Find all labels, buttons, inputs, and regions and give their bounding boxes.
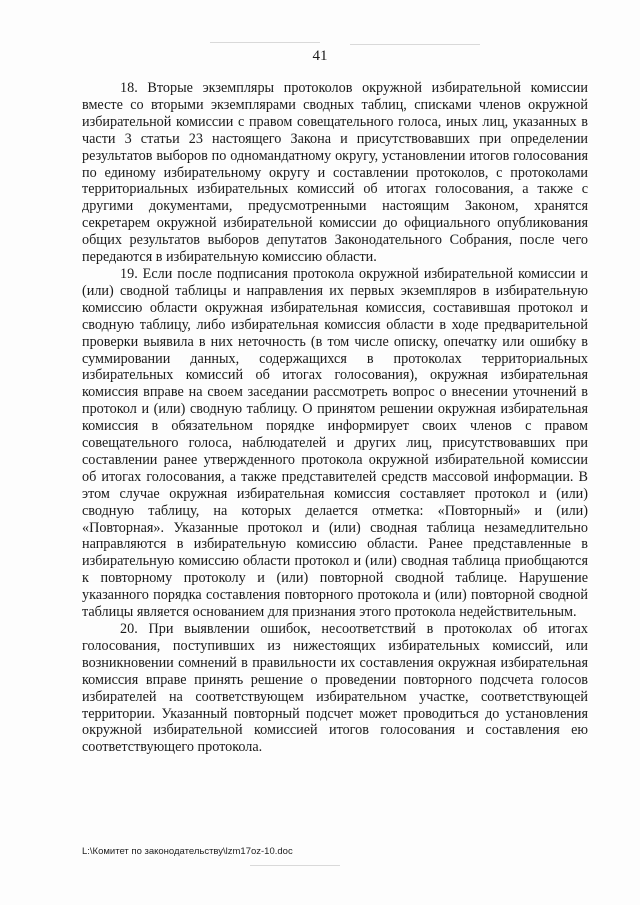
paragraph-20: 20. При выявлении ошибок, несоответствий в протоколах об итогах голосования, поступивших из нижестоящих избирательных комиссий, или возникновении сомнений в правильности их составления окружная избирательная комиссия вправе принять решение о проведении повторного подсчета голосов избирателей на соответствующем избирательном участке, соответствующей территории. Указанный повторный подсчет может проводиться до установления окружной избирательной комиссией итогов голосования и составления ею соответствующего протокола. [82, 621, 588, 756]
page-number: 41 [312, 48, 328, 64]
scan-noise [210, 42, 320, 43]
scan-noise [250, 865, 340, 866]
paragraph-18: 18. Вторые экземпляры протоколов окружной избирательной комиссии вместе со вторыми экземплярами сводных таблиц, списками членов окружной избирательной комиссии с правом совещательного голоса, иных лиц, указанных в части 3 статьи 23 настоящего Закона и присутствовавших при определении результатов выборов по одномандатному округу, установлении итогов голосования по единому избирательному округу и составлении протоколов, с протоколами территориальных избирательных комиссий об итогах голосования, а также с другими документами, предусмотренными настоящим Законом, хранятся секретарем окружной избирательной комиссии до официального опубликования общих результатов выборов депутатов Законодательного Собрания, после чего передаются в избирательную комиссию области. [82, 80, 588, 266]
footer-file-path: L:\Комитет по законодательству\lzm17oz-10.doc [82, 846, 293, 857]
scan-noise [350, 44, 480, 45]
document-body [82, 80, 588, 756]
paragraph-19: 19. Если после подписания протокола окружной избирательной комиссии и (или) сводной таблицы и направления их первых экземпляров в избирательную комиссию области окружная избирательная комиссия, составившая протокол и сводную таблицу, либо избирательная комиссия области в ходе предварительной проверки выявила в них неточность (в том числе описку, опечатку или ошибку в суммировании данных, содержащихся в протоколах территориальных избирательных комиссий об итогах голосования), окружная избирательная комиссия вправе на своем заседании рассмотреть вопрос о внесении уточнений в протокол и (или) сводную таблицу. О принятом решении окружная избирательная комиссия в обязательном порядке информирует своих членов с правом совещательного голоса, наблюдателей и других лиц, присутствовавших при составлении ранее утвержденного протокола окружной избирательной комиссии об итогах голосования, а также представителей средств массовой информации. В этом случае окружная избирательная комиссия составляет протокол и (или) сводную таблицу, на которых делается отметка: «Повторный» и (или) «Повторная». Указанные протокол и (или) сводная таблица незамедлительно направляются в избирательную комиссию области. Ранее представленные в избирательную комиссию области протокол и (или) сводная таблица приобщаются к повторному протоколу и (или) повторной сводной таблице. Нарушение указанного порядка составления повторного протокола и (или) повторной сводной таблицы является основанием для признания этого протокола недействительным. [82, 265, 588, 621]
